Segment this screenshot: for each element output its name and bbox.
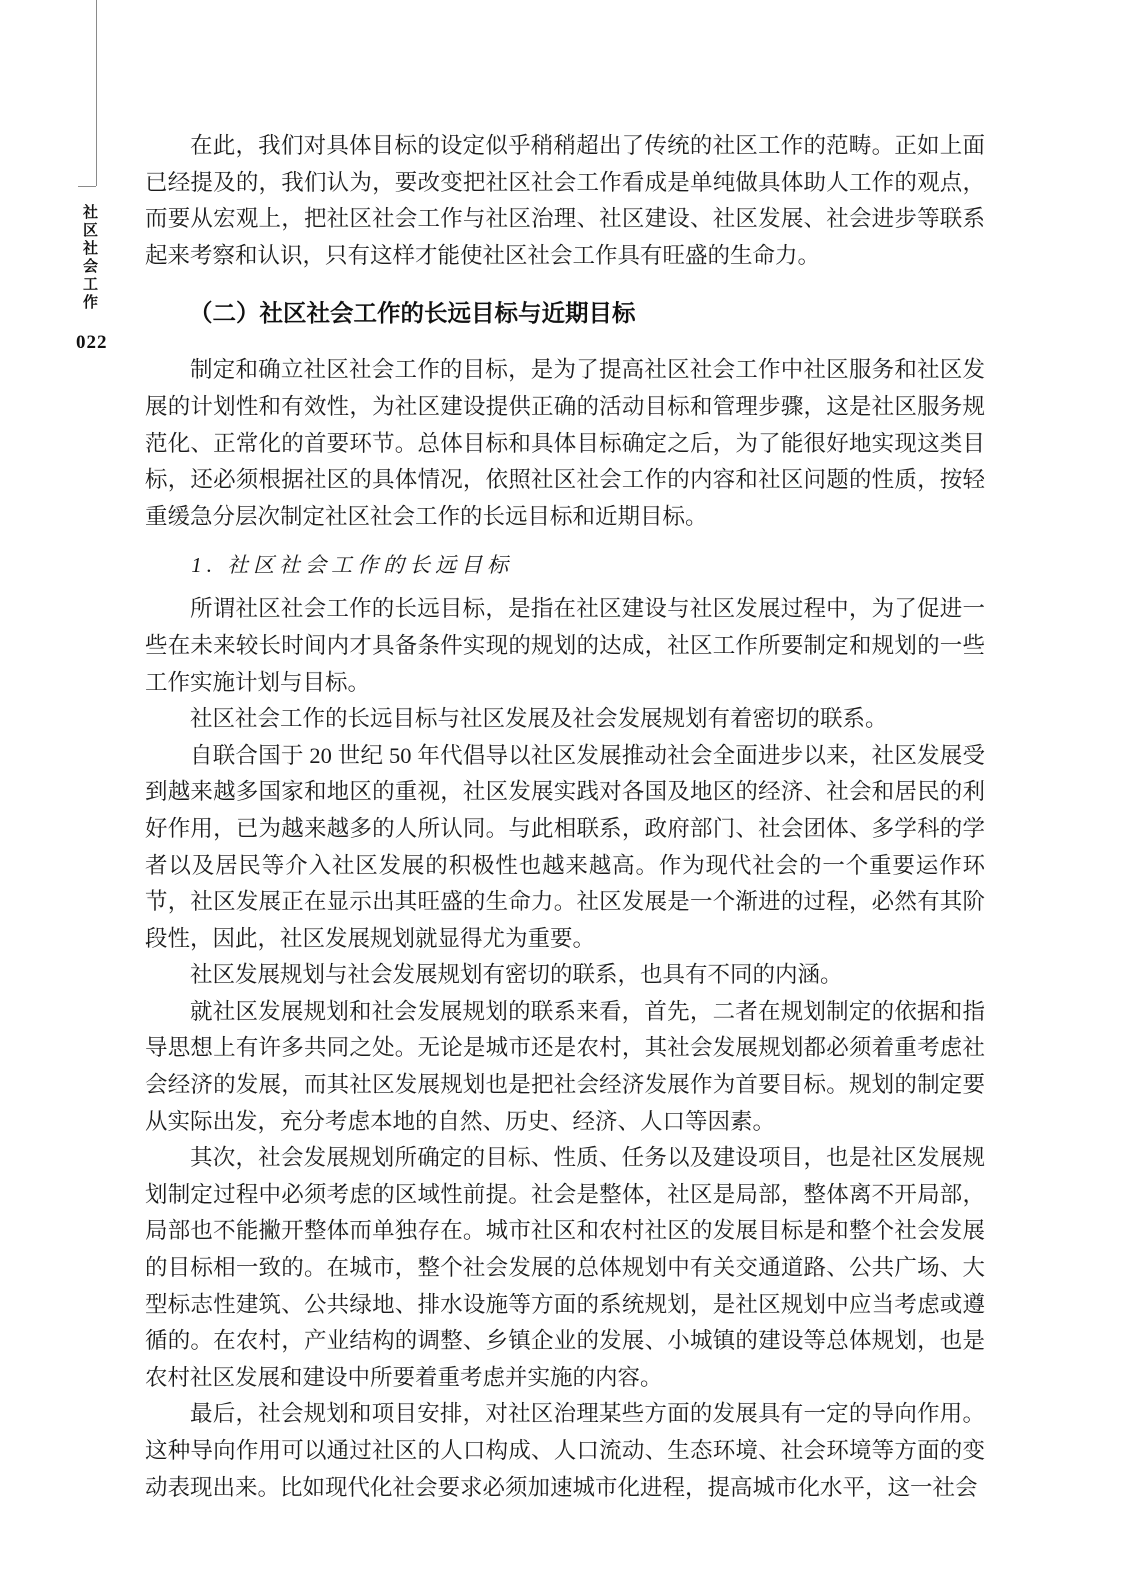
section-heading-longterm-vs-nearterm: （二）社区社会工作的长远目标与近期目标 — [189, 301, 636, 328]
paragraph-intro: 在此，我们对具体目标的设定似乎稍稍超出了传统的社区工作的范畴。正如上面已经提及的，我们认为，要改变把社区社会工作看成是单纯做具体助人工作的观点，而要从宏观上，把社区社会工作与社区治理、社区建设、社区发展、社会进步等联系起来考察和认识，只有这样才能使社区社会工作具有旺盛的生命力。 — [145, 133, 985, 268]
paragraph-goal-setting: 制定和确立社区社会工作的目标，是为了提高社区社会工作中社区服务和社区发展的计划性和有效性，为社区建设提供正确的活动目标和管理步骤，这是社区服务规范化、正常化的首要环节。总体目标和具体目标确定之后，为了能很好地实现这类目标，还必须根据社区的具体情况，依照社区社会工作的内容和社区问题的性质，按轻重缓急分层次制定社区社会工作的长远目标和近期目标。 — [145, 357, 985, 529]
paragraph-un-history: 自联合国于 20 世纪 50 年代倡导以社区发展推动社会全面进步以来，社区发展受到越来越多国家和地区的重视，社区发展实践对各国及地区的经济、社会和居民的利好作用，已为越来越多的人所认同。与此相联系，政府部门、社会团体、多学科的学者以及居民等介入社区发展的积极性也越来越高。作为现代社会的一个重要运作环节，社区发展正在显示出其旺盛的生命力。社区发展是一个渐进的过程，必然有其阶段性，因此，社区发展规划就显得尤为重要。 — [145, 742, 985, 951]
paragraph-first-link: 就社区发展规划和社会发展规划的联系来看，首先，二者在规划制定的依据和指导思想上有许多共同之处。无论是城市还是农村，其社会发展规划都必须着重考虑社会经济的发展，而其社区发展规划也是把社会经济发展作为首要目标。规划的制定要从实际出发，充分考虑本地的自然、历史、经济、人口等因素。 — [145, 998, 985, 1134]
book-title-vertical: 社区社会工作 — [81, 204, 97, 312]
main-text-column — [145, 128, 985, 1506]
paragraph-second-premise: 其次，社会发展规划所确定的目标、性质、任务以及建设项目，也是社区发展规划制定过程中必须考虑的区域性前提。社会是整体，社区是局部，整体离不开局部，局部也不能撇开整体而单独存在。城市社区和农村社区的发展目标是和整个社会发展的目标相一致的。在城市，整个社会发展的总体规划中有关交通道路、公共广场、大型标志性建筑、公共绿地、排水设施等方面的系统规划，是社区规划中应当考虑或遵循的。在农村，产业结构的调整、乡镇企业的发展、小城镇的建设等总体规划，也是农村社区发展和建设中所要着重考虑并实施的内容。 — [145, 1145, 985, 1390]
sub-heading-longterm-goal: 1. 社区社会工作的长远目标 — [191, 553, 514, 578]
paragraph-plans-relation: 社区发展规划与社会发展规划有密切的联系，也具有不同的内涵。 — [190, 962, 843, 988]
page-number: 022 — [76, 332, 108, 353]
paragraph-longterm-relation: 社区社会工作的长远目标与社区发展及社会发展规划有着密切的联系。 — [190, 706, 888, 732]
margin-vertical-rule — [96, 0, 97, 186]
margin-rule-tick — [78, 186, 96, 187]
paragraph-longterm-definition: 所谓社区社会工作的长远目标，是指在社区建设与社区发展过程中，为了促进一些在未来较长时间内才具备条件实现的规划的达成，社区工作所要制定和规划的一些工作实施计划与目标。 — [145, 596, 985, 695]
paragraph-finally-guidance: 最后，社会规划和项目安排，对社区治理某些方面的发展具有一定的导向作用。这种导向作用可以通过社区的人口构成、人口流动、生态环境、社会环境等方面的变动表现出来。比如现代化社会要求必须加速城市化进程，提高城市化水平，这一社会 — [145, 1401, 985, 1500]
